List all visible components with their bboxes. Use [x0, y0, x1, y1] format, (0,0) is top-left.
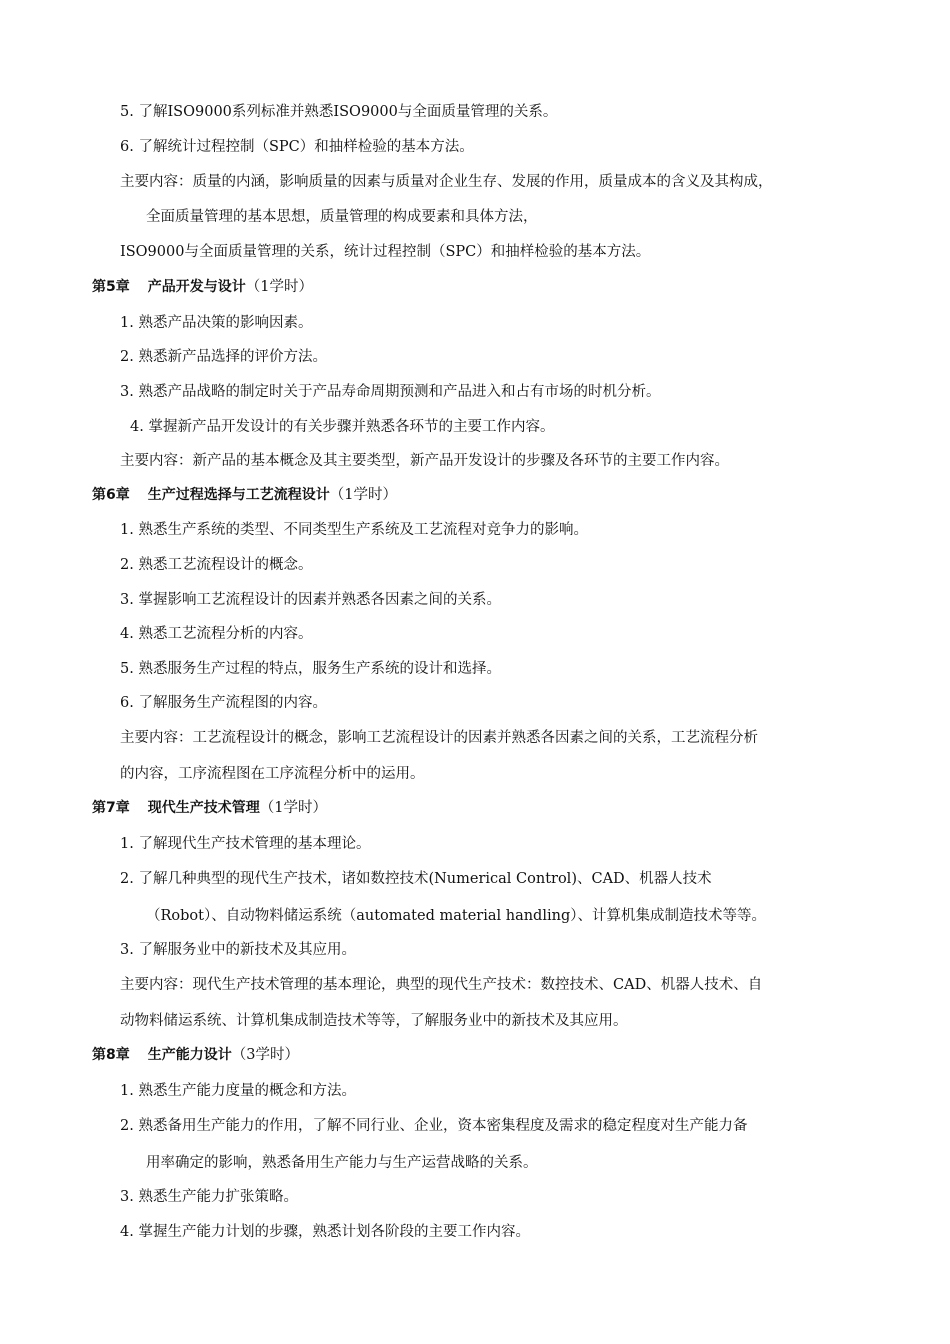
chapter-title: 生产能力设计	[147, 1047, 232, 1063]
chapter-number: 第8章	[92, 1047, 130, 1063]
list-item: 用率确定的影响，熟悉备用生产能力与生产运营战略的关系。	[146, 1155, 538, 1171]
list-item: 2. 熟悉备用生产能力的作用，了解不同行业、企业，资本密集程度及需求的稳定程度对生产能力备	[120, 1118, 748, 1134]
list-item: 2. 了解几种典型的现代生产技术，诸如数控技术(Numerical Control)、CAD、机器人技术	[120, 871, 712, 887]
list-item: 5. 熟悉服务生产过程的特点，服务生产系统的设计和选择。	[120, 661, 501, 677]
chapter-hours: （1学时）	[259, 800, 327, 816]
list-item: 1. 了解现代生产技术管理的基本理论。	[120, 836, 371, 852]
chapter-title: 产品开发与设计	[147, 279, 246, 295]
list-item: 2. 熟悉工艺流程设计的概念。	[120, 557, 313, 573]
list-item: 1. 熟悉生产能力度量的概念和方法。	[120, 1083, 356, 1099]
list-item: 4. 掌握新产品开发设计的有关步骤并熟悉各环节的主要工作内容。	[130, 419, 555, 435]
chapter-number: 第6章	[92, 487, 130, 503]
list-item: 6. 了解统计过程控制（SPC）和抽样检验的基本方法。	[120, 139, 474, 155]
chapter-number: 第7章	[92, 800, 130, 816]
list-item: 6. 了解服务生产流程图的内容。	[120, 695, 327, 711]
chapter-heading	[92, 277, 313, 297]
summary-line: 主要内容：质量的内涵，影响质量的因素与质量对企业生存、发展的作用，质量成本的含义及其构成，	[120, 174, 773, 190]
summary-line: 主要内容：现代生产技术管理的基本理论，典型的现代生产技术：数控技术、CAD、机器人技术、自	[120, 977, 763, 993]
chapter-hours: （1学时）	[245, 279, 313, 295]
chapter-number: 第5章	[92, 279, 130, 295]
list-item: （Robot）、自动物料储运系统（automated material handling）、计算机集成制造技术等等。	[146, 908, 766, 924]
summary-line: 全面质量管理的基本思想，质量管理的构成要素和具体方法，	[146, 209, 538, 225]
chapter-heading	[92, 1045, 299, 1065]
chapter-title: 现代生产技术管理	[147, 800, 260, 816]
list-item: 3. 熟悉产品战略的制定时关于产品寿命周期预测和产品进入和占有市场的时机分析。	[120, 384, 661, 400]
chapter-heading	[92, 485, 397, 505]
chapter-title: 生产过程选择与工艺流程设计	[147, 487, 330, 503]
summary-line: 的内容，工序流程图在工序流程分析中的运用。	[120, 766, 425, 782]
list-item: 4. 掌握生产能力计划的步骤，熟悉计划各阶段的主要工作内容。	[120, 1224, 530, 1240]
summary-line: 主要内容：新产品的基本概念及其主要类型，新产品开发设计的步骤及各环节的主要工作内容。	[120, 453, 729, 469]
chapter-hours: （1学时）	[329, 487, 397, 503]
chapter-hours: （3学时）	[231, 1047, 299, 1063]
list-item: 4. 熟悉工艺流程分析的内容。	[120, 626, 313, 642]
list-item: 3. 熟悉生产能力扩张策略。	[120, 1189, 298, 1205]
chapter-heading	[92, 798, 327, 818]
summary-line: ISO9000与全面质量管理的关系，统计过程控制（SPC）和抽样检验的基本方法。	[120, 244, 651, 260]
list-item: 1. 熟悉生产系统的类型、不同类型生产系统及工艺流程对竞争力的影响。	[120, 522, 588, 538]
summary-line: 动物料储运系统、计算机集成制造技术等等，了解服务业中的新技术及其应用。	[120, 1013, 628, 1029]
list-item: 3. 了解服务业中的新技术及其应用。	[120, 942, 356, 958]
list-item: 2. 熟悉新产品选择的评价方法。	[120, 349, 327, 365]
list-item: 5. 了解ISO9000系列标准并熟悉ISO9000与全面质量管理的关系。	[120, 104, 558, 120]
list-item: 3. 掌握影响工艺流程设计的因素并熟悉各因素之间的关系。	[120, 592, 501, 608]
list-item: 1. 熟悉产品决策的影响因素。	[120, 315, 313, 331]
summary-line: 主要内容：工艺流程设计的概念，影响工艺流程设计的因素并熟悉各因素之间的关系，工艺流程分析	[120, 730, 758, 746]
